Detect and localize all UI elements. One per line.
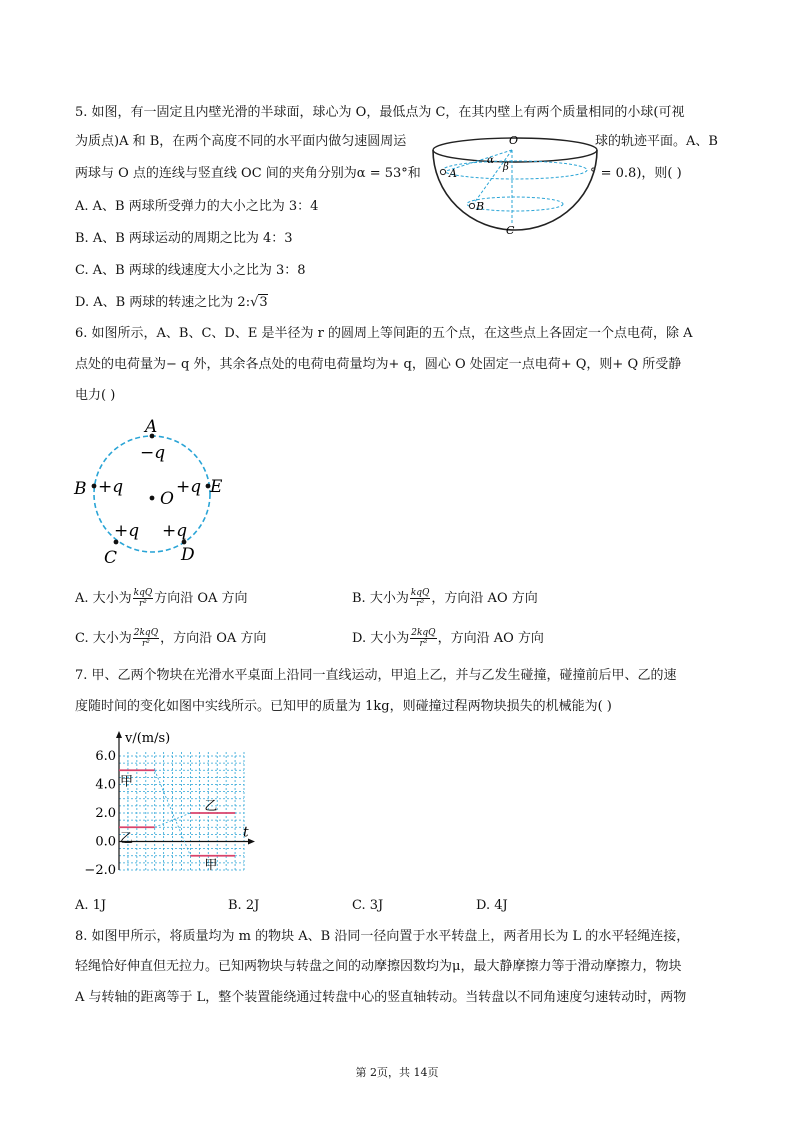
q6-b-den: r² bbox=[416, 599, 425, 609]
label-b-charge: +q bbox=[98, 477, 124, 497]
label-a: A bbox=[449, 167, 457, 180]
series-label-before: 甲 bbox=[120, 774, 134, 790]
q6-line-2: 点处的电荷量为− q 外，其余各点处的电荷电荷量均为+ q，圆心 O 处固定一点电荷+ Q，则+ Q 所受静 bbox=[75, 357, 682, 372]
label-c: C bbox=[506, 224, 515, 236]
point-b bbox=[92, 484, 97, 489]
q8-line-3: A 与转轴的距离等于 L，整个装置能绕通过转盘中心的竖直轴转动。当转盘以不同角速度匀速转动时，两物 bbox=[75, 990, 687, 1005]
chart-ticks bbox=[84, 749, 116, 876]
y-tick-label: −2.0 bbox=[84, 863, 116, 876]
q5-option-d-root: 3 bbox=[259, 295, 268, 310]
q5-option-b: B. A、B 两球运动的周期之比为 4：3 bbox=[75, 231, 293, 246]
q5-line-2b: 球的轨迹平面。A、B bbox=[595, 134, 718, 149]
q6-option-d bbox=[352, 628, 544, 649]
q6-option-c bbox=[75, 628, 266, 649]
q6-line-1: 6. 如图所示，A、B、C、D、E 是半径为 r 的圆周上等间距的五个点，在这些点上各固定一个点电荷，除 A bbox=[75, 326, 693, 341]
q6-b-pre: B. 大小为 bbox=[352, 591, 409, 606]
sqrt-sign: √ bbox=[250, 295, 259, 310]
q6-d-pre: D. 大小为 bbox=[352, 631, 410, 646]
q5-option-c: C. A、B 两球的线速度大小之比为 3：8 bbox=[75, 263, 306, 278]
q7-option-c: C. 3J bbox=[352, 898, 384, 913]
q6-d-num: 2kqQ bbox=[411, 628, 436, 638]
q5-line-2a: 为质点)A 和 B，在两个高度不同的水平面内做匀速圆周运 bbox=[75, 134, 407, 149]
q5-line-1: 5. 如图，有一固定且内壁光滑的半球面，球心为 O，最低点为 C，在其内壁上有两个质量相同的小球(可视 bbox=[75, 105, 685, 120]
ball-b bbox=[469, 203, 474, 208]
page-footer: 第 2页，共 14页 bbox=[355, 1066, 439, 1079]
label-e: E bbox=[210, 477, 223, 497]
y-axis-label: v/(m/s) bbox=[125, 731, 171, 746]
q6-b-fraction bbox=[410, 588, 431, 609]
label-d-charge: +q bbox=[162, 521, 188, 541]
q6-a-pre: A. 大小为 bbox=[75, 591, 132, 606]
q6-a-post: 方向沿 OA 方向 bbox=[154, 591, 248, 606]
q5-option-a: A. A、B 两球所受弹力的大小之比为 3：4 bbox=[75, 199, 319, 214]
chart-labels bbox=[120, 731, 249, 873]
charge-circle-figure bbox=[70, 412, 240, 570]
q8-line-2: 轻绳恰好伸直但无拉力。已知两物块与转盘之间的动摩擦因数均为μ，最大静摩擦力等于滑动摩擦力，物块 bbox=[75, 959, 682, 974]
ball-a bbox=[440, 169, 445, 174]
x-axis-arrow bbox=[248, 839, 255, 845]
q5-line-3a: 两球与 O 点的连线与竖直线 OC 间的夹角分别为α = 53°和 bbox=[75, 166, 421, 181]
q6-c-den: r² bbox=[141, 639, 150, 649]
label-b: B bbox=[476, 200, 485, 213]
label-b: B bbox=[74, 479, 87, 499]
q5-option-d-text: D. A、B 两球的转速之比为 2: bbox=[75, 295, 251, 310]
label-c-charge: +q bbox=[114, 521, 140, 541]
q6-b-post: ，方向沿 AO 方向 bbox=[431, 591, 538, 606]
label-minus-q: −q bbox=[140, 443, 166, 463]
q6-line-3: 电力( ) bbox=[75, 388, 116, 403]
q6-d-fraction bbox=[410, 628, 436, 649]
label-a: A bbox=[145, 417, 158, 437]
q6-c-num: 2kqQ bbox=[133, 628, 159, 638]
q6-c-post: ，方向沿 OA 方向 bbox=[160, 631, 267, 646]
label-e-charge: +q bbox=[176, 477, 202, 497]
q6-b-num: kqQ bbox=[410, 588, 430, 598]
q6-option-b bbox=[352, 588, 538, 609]
q5-line-3b: ° = 0.8)，则( ) bbox=[590, 166, 682, 181]
series-label-after: 乙 bbox=[204, 799, 218, 814]
y-tick-label: 6.0 bbox=[95, 749, 116, 764]
q6-d-den: r² bbox=[419, 639, 428, 649]
y-tick-label: 0.0 bbox=[95, 834, 116, 850]
label-o: O bbox=[509, 134, 519, 147]
q6-c-pre: C. 大小为 bbox=[75, 631, 132, 646]
q6-a-den: r² bbox=[138, 599, 147, 609]
hemisphere-figure bbox=[430, 128, 600, 236]
q6-a-num: kqQ bbox=[133, 588, 153, 598]
q7-line-1: 7. 甲、乙两个物块在光滑水平桌面上沿同一直线运动，甲追上乙，并与乙发生碰撞，碰撞前后甲、乙的速 bbox=[75, 668, 677, 683]
y-tick-label: 4.0 bbox=[95, 777, 116, 793]
q6-option-a bbox=[75, 588, 248, 609]
velocity-time-chart bbox=[72, 726, 272, 876]
q8-line-1: 8. 如图甲所示，将质量均为 m 的物块 A、B 沿同一径向置于水平转盘上，两者用长为 L 的水平轻绳连接， bbox=[75, 929, 690, 944]
q6-a-fraction bbox=[133, 588, 154, 609]
x-axis-label: t bbox=[243, 824, 249, 841]
orbit-a bbox=[443, 161, 587, 179]
label-d: D bbox=[181, 545, 195, 565]
q7-option-d: D. 4J bbox=[476, 898, 508, 913]
q7-option-a: A. 1J bbox=[75, 898, 107, 913]
y-axis-arrow bbox=[116, 731, 122, 738]
q6-c-fraction bbox=[133, 628, 159, 649]
q7-option-b: B. 2J bbox=[228, 898, 260, 913]
label-alpha: α bbox=[487, 155, 494, 166]
q7-line-2: 度随时间的变化如图中实线所示。已知甲的质量为 1kg，则碰撞过程两物块损失的机械能为( ) bbox=[75, 699, 612, 714]
series-label-after: 甲 bbox=[204, 857, 218, 873]
point-o bbox=[150, 496, 155, 501]
label-o: O bbox=[160, 489, 174, 509]
label-beta: β bbox=[503, 162, 509, 173]
y-tick-label: 2.0 bbox=[95, 806, 116, 821]
q5-option-d bbox=[75, 294, 268, 312]
q6-d-post: ，方向沿 AO 方向 bbox=[437, 631, 544, 646]
label-c: C bbox=[104, 548, 118, 568]
series-label-before: 乙 bbox=[120, 831, 134, 847]
